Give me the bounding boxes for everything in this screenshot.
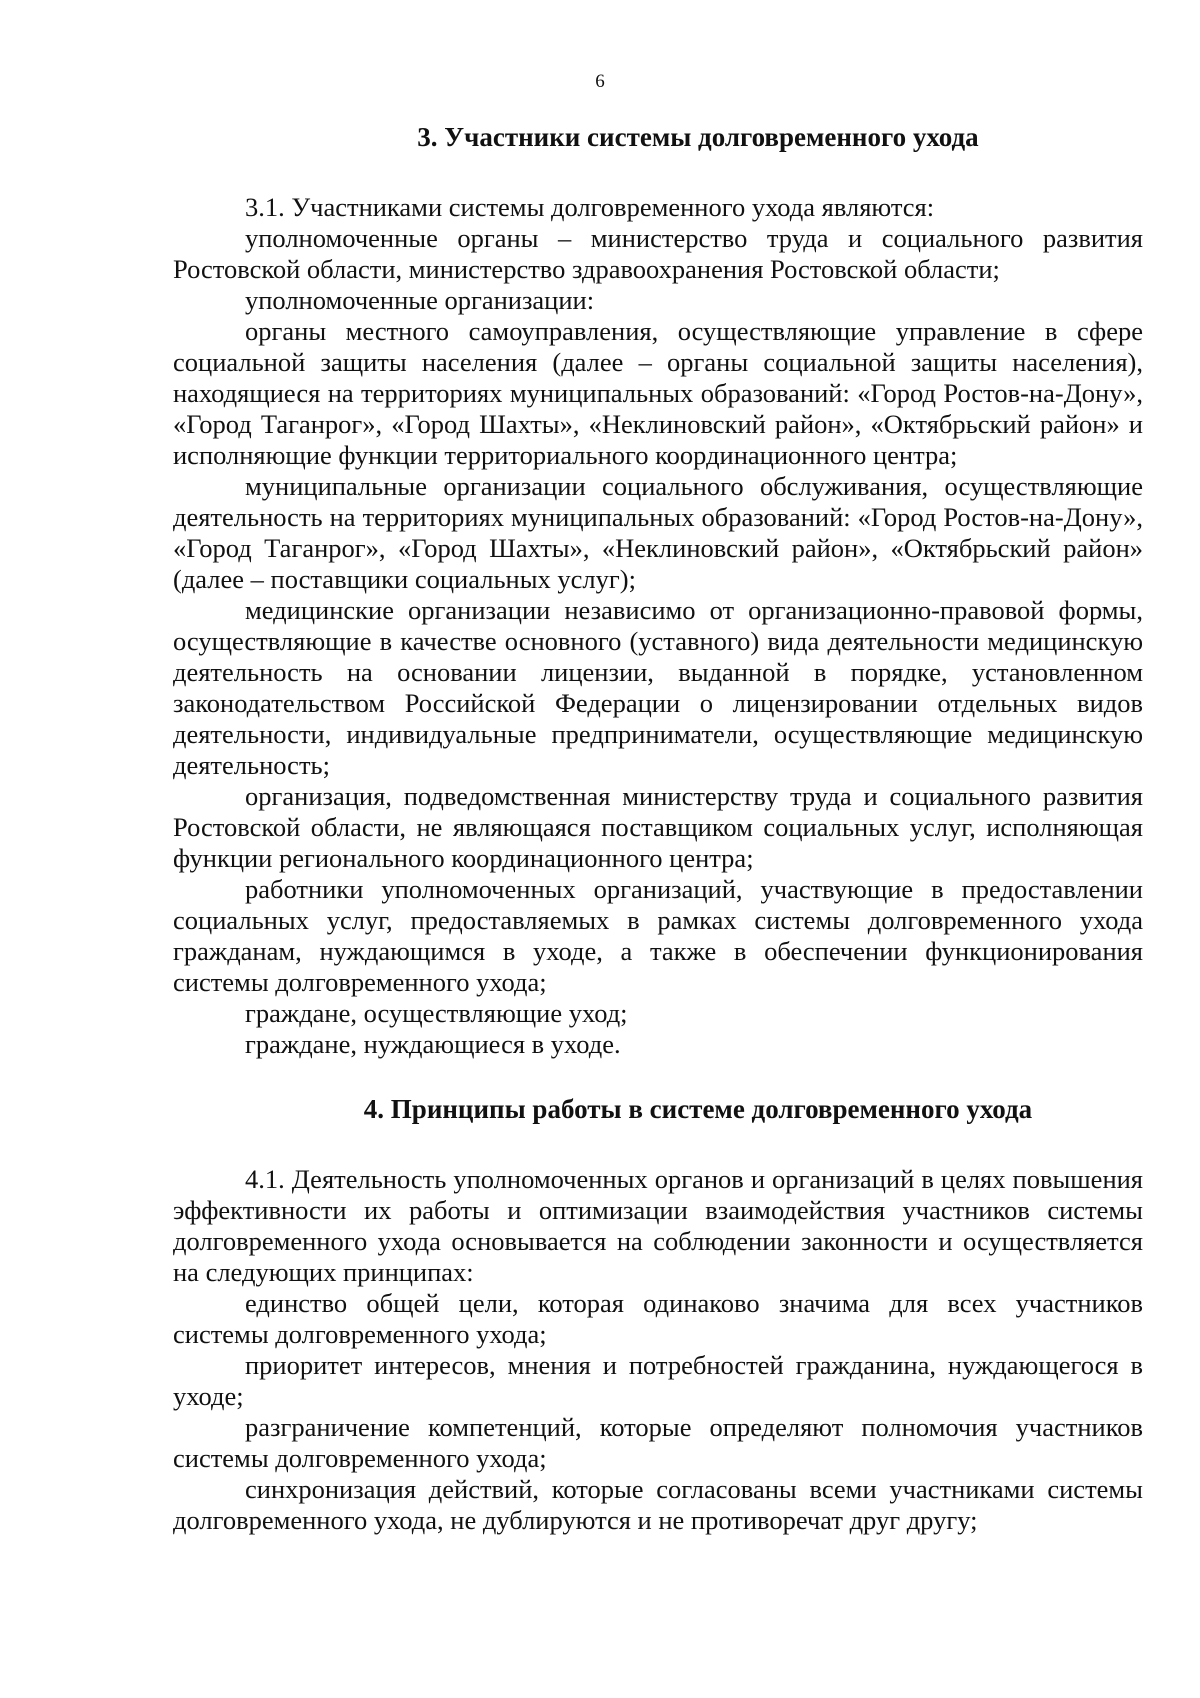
paragraph-4-1: 4.1. Деятельность уполномоченных органов и организаций в целях повышения эффективности их работы и оптимизации взаимодействия участников системы долговременного ухода основывается на соблюдении законности и осуществляется на следующих принципах: bbox=[173, 1164, 1143, 1287]
paragraph-authorized-bodies: уполномоченные органы – министерство труда и социального развития Ростовской области, министерство здравоохранения Ростовской области; bbox=[173, 223, 1143, 284]
paragraph-unity-of-goal: единство общей цели, которая одинаково значима для всех участников системы долговременного ухода; bbox=[173, 1288, 1143, 1349]
paragraph-priority-of-interests: приоритет интересов, мнения и потребностей гражданина, нуждающегося в уходе; bbox=[173, 1350, 1143, 1411]
page-number: 6 bbox=[595, 71, 605, 92]
paragraph-municipal-organizations: муниципальные организации социального обслуживания, осуществляющие деятельность на территориях муниципальных образований: «Город Ростов-на-Дону», «Город Таганрог», «Город Шахты», «Неклиновский район», «Октябрьский район» (далее – поставщики социальных услуг); bbox=[173, 471, 1143, 594]
paragraph-regional-center: организация, подведомственная министерству труда и социального развития Ростовской области, не являющаяся поставщиком социальных услуг, исполняющая функции регионального координационного центра; bbox=[173, 781, 1143, 873]
paragraph-3-1: 3.1. Участниками системы долговременного ухода являются: bbox=[245, 192, 935, 222]
document-body bbox=[173, 110, 1143, 1536]
section-4-title: 4. Принципы работы в системе долговременного ухода bbox=[363, 1094, 1033, 1124]
section-3-title: 3. Участники системы долговременного ухода bbox=[417, 122, 979, 152]
paragraph-synchronization: синхронизация действий, которые согласованы всеми участниками системы долговременного ухода, не дублируются и не противоречат друг другу; bbox=[173, 1474, 1143, 1535]
paragraph-care-recipients: граждане, нуждающиеся в уходе. bbox=[245, 1029, 621, 1059]
paragraph-delimitation-of-competences: разграничение компетенций, которые определяют полномочия участников системы долговременного ухода; bbox=[173, 1412, 1143, 1473]
paragraph-local-government: органы местного самоуправления, осуществляющие управление в сфере социальной защиты населения (далее – органы социальной защиты населения), находящиеся на территориях муниципальных образований: «Город Ростов-на-Дону», «Город Таганрог», «Город Шахты», «Неклиновский район», «Октябрьский район» и исполняющие функции территориального координационного центра; bbox=[173, 316, 1143, 470]
paragraph-medical-organizations: медицинские организации независимо от организационно-правовой формы, осуществляющие в качестве основного (уставного) вида деятельности медицинскую деятельность на основании лицензии, выданной в порядке, установленном законодательством Российской Федерации о лицензировании отдельных видов деятельности, индивидуальные предприниматели, осуществляющие медицинскую деятельность; bbox=[173, 595, 1143, 780]
paragraph-authorized-organizations: уполномоченные организации: bbox=[245, 285, 595, 315]
paragraph-caregivers: граждане, осуществляющие уход; bbox=[245, 998, 628, 1028]
paragraph-employees: работники уполномоченных организаций, участвующие в предоставлении социальных услуг, предоставляемых в рамках системы долговременного ухода гражданам, нуждающимся в уходе, а также в обеспечении функционирования системы долговременного ухода; bbox=[173, 874, 1143, 997]
